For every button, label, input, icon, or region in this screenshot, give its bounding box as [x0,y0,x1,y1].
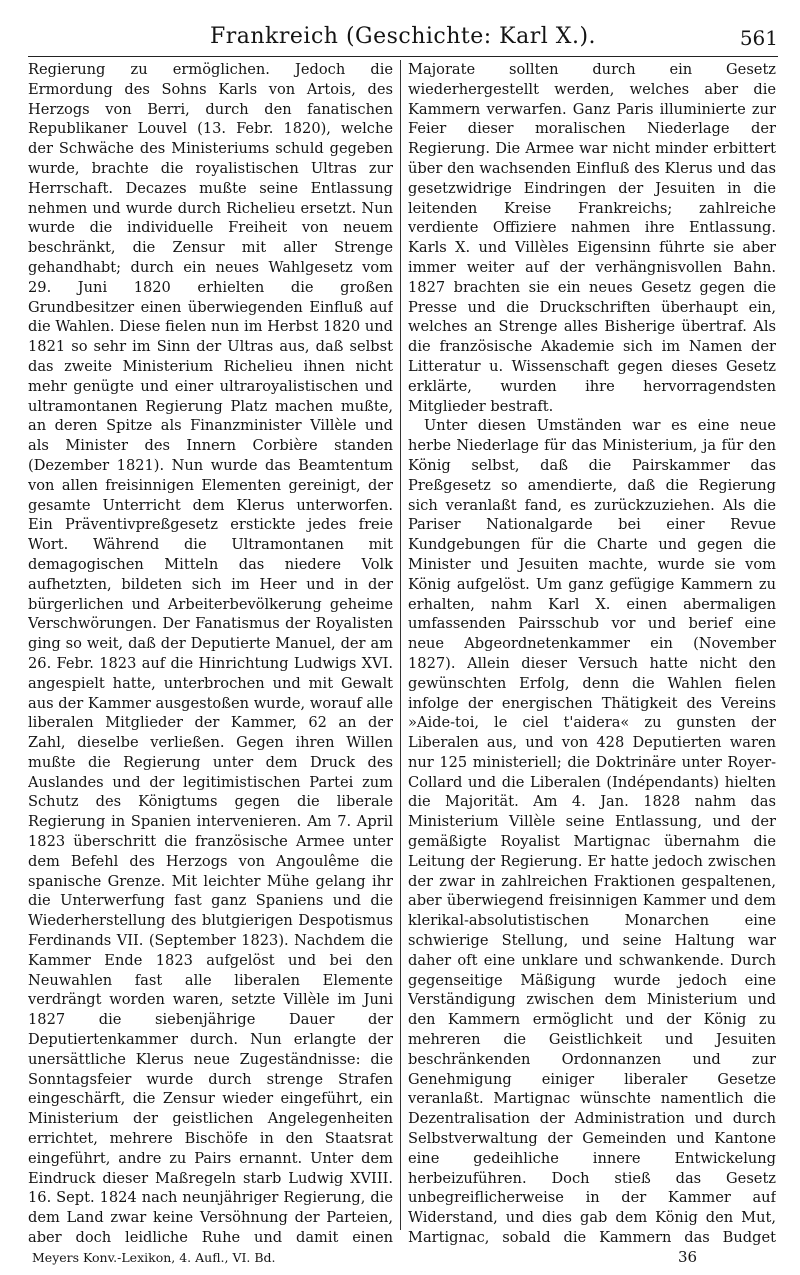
column-divider [400,60,401,1230]
paragraph: Majorate sollten durch ein Gesetz wiederhergestellt werden, welches aber die Kammern verwarfen. Ganz Paris illuminierte zur Feier dieser moralischen Niederlage der Regierung. Die Armee war nicht minder erbittert über den wachsenden Einfluß des Klerus und das gesetzwidrige Eindringen der Jesuiten in die leitenden Kreise Frankreichs; zahlreiche verdiente Offiziere nahmen ihre Entlassung. Karls X. und Villèles Eigensinn führte sie aber immer weiter auf der verhängnisvollen Bahn. 1827 brachten sie ein neues Gesetz gegen die Presse und die Druckschriften überhaupt ein, welches an Strenge alles Bisherige übertraf. Als die französische Akademie sich im Namen der Litteratur u. Wissenschaft gegen dieses Gesetz erklärte, wurden ihre hervorragendsten Mitglieder bestraft. [408,61,776,415]
right-column [408,60,776,1248]
signature-mark: 36 [678,1248,698,1266]
paragraph: Regierung zu ermöglichen. Jedoch die Ermordung des Sohns Karls von Artois, des Herzogs von Berri, durch den fanatischen Republikaner Louvel (13. Febr. 1820), welche der Schwäche des Ministeriums schuld gegeben wurde, brachte die royalistischen Ultras zur Herrschaft. Decazes mußte seine Entlassung nehmen und wurde durch Richelieu ersetzt. Nun wurde die individuelle Freiheit von neuem beschränkt, die Zensur mit aller Strenge gehandhabt; durch ein neues Wahlgesetz vom 29. Juni 1820 erhielten die großen Grundbesitzer einen überwiegenden Einfluß auf die Wahlen. Diese fielen nun im Herbst 1820 und 1821 so sehr im Sinn der Ultras aus, daß selbst das zweite Ministerium Richelieu ihnen nicht mehr genügte und einer ultraroyalistischen und ultramontanen Regierung Platz machen mußte, an deren Spitze als Finanzminister Villèle und als Minister des Innern Corbière standen (Dezember 1821). Nun wurde das Beamtentum von allen freisinnigen Elementen gereinigt, der gesamte Unterricht dem Klerus unterworfen. Ein Präventivpreßgesetz erstickte jedes freie Wort. Während die Ultramontanen mit demagogischen Mitteln das niedere Volk aufhetzten, bildeten sich im Heer und in der bürgerlichen und Arbeiterbevölkerung geheime Verschwörungen. Der Fanatismus der Royalisten ging so weit, daß der Deputierte Manuel, der am 26. Febr. 1823 auf die Hinrichtung Ludwigs XVI. angespielt hatte, unterbrochen und mit Gewalt aus der Kammer ausgestoßen wurde, worauf alle liberalen Mitglieder der Kammer, 62 an der Zahl, dieselbe verließen. Gegen ihren Willen mußte die Regierung unter dem Druck des Auslandes und der legitimistischen Partei zum Schutz des Königtums gegen die liberale Regierung in Spanien intervenieren. Am 7. April 1823 überschritt die französische Armee unter dem Befehl des Herzogs von Angoulême die spanische Grenze. Mit leichter Mühe gelang ihr die Unterwerfung fast ganz Spaniens und die Wiederherstellung des blutgierigen Despotismus Ferdinands VII. (September 1823). Nachdem die Kammer Ende 1823 aufgelöst und bei den Neuwahlen fast alle liberalen Elemente verdrängt worden waren, setzte Villèle im Juni 1827 die siebenjährige Dauer der Deputiertenkammer durch. Nun erlangte der unersättliche Klerus neue Zugeständnisse: die Sonntagsfeier wurde durch strenge Strafen eingeschärft, die Zensur wieder eingeführt, ein Ministerium der geistlichen Angelegenheiten errichtet, mehrere Bischöfe in den Staatsrat eingeführt, andre zu Pairs ernannt. Unter dem Eindruck dieser Maßregeln starb Ludwig XVIII. 16. Sept. 1824 nach neunjähriger Regierung, die dem Land zwar keine Versöhnung der Parteien, aber doch leidliche Ruhe und damit einen [28,61,393,1247]
header-rule [28,56,778,57]
paragraph: Unter diesen Umständen war es eine neue herbe Niederlage für das Ministerium, ja für den König selbst, daß die Pairskammer das Preßgesetz so amendierte, daß die Regierung sich veranlaßt fand, es zurückzuziehen. Als die Pariser Nationalgarde bei einer Revue Kundgebungen für die Charte und gegen die Minister und Jesuiten machte, wurde sie vom König aufgelöst. Um ganz gefügige Kammern zu erhalten, nahm Karl X. einen abermaligen umfassenden Pairsschub vor und berief eine neue Abgeordnetenkammer ein (November 1827). Allein dieser Versuch hatte nicht den gewünschten Erfolg, denn die Wahlen fielen infolge der energischen Thätigkeit des Vereins »Aide-toi, le ciel t'aidera« zu gunsten der Liberalen aus, und von 428 Deputierten waren nur 125 ministeriell; die Doktrinäre unter Royer-Collard und die Liberalen (Indépendants) hielten die Majorität. Am 4. Jan. 1828 nahm das Ministerium Villèle seine Entlassung, und der gemäßigte Royalist Martignac übernahm die Leitung der Regierung. Er hatte jedoch zwischen der zwar in zahlreichen Fraktionen gespaltenen, aber überwiegend freisinnigen Kammer und dem klerikal-absolutistischen Monarchen eine schwierige Stellung, und seine Haltung war daher oft eine unklare und schwankende. Durch gegenseitige Mäßigung wurde jedoch eine Verständigung zwischen dem Ministerium und den Kammern ermöglicht und der König zu mehreren die Geistlichkeit und Jesuiten beschränkenden Ordonnanzen und zur Genehmigung einiger liberaler Gesetze veranlaßt. Martignac wünschte namentlich die Dezentralisation der Administration und durch Selbstverwaltung der Gemeinden und Kantone eine gedeihliche innere Entwickelung herbeizuführen. Doch stieß das Gesetz unbegreiflicherweise in der Kammer auf Widerstand, und dies gab dem König den Mut, Martignac, sobald die Kammern das Budget [408,417,776,1247]
page-title: Frankreich (Geschichte: Karl X.). [209,24,597,49]
left-column [28,60,393,1248]
page-number: 561 [739,26,778,50]
footer-source: Meyers Konv.-Lexikon, 4. Aufl., VI. Bd. [32,1250,276,1265]
page-footer [28,1248,778,1270]
page-header [28,22,778,56]
